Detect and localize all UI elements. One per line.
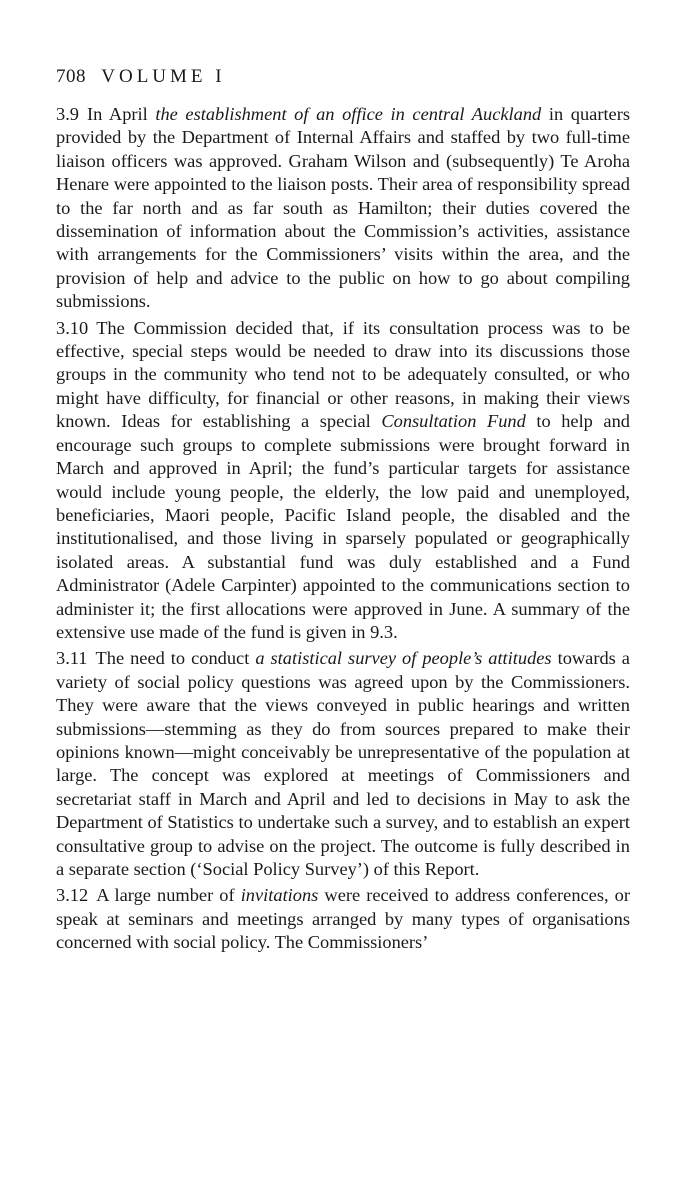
paragraph-3-10 xyxy=(56,317,630,645)
paragraph-3-11 xyxy=(56,647,630,881)
paragraph-3-9 xyxy=(56,103,630,314)
paragraph-3-12 xyxy=(56,884,630,954)
paragraph-number: 3.9 xyxy=(56,104,79,124)
paragraph-text: In April xyxy=(87,104,156,124)
paragraph-number: 3.10 xyxy=(56,317,89,338)
paragraph-number: 3.12 xyxy=(56,885,89,906)
paragraph-text: to help and encourage such groups to complete submissions were brought forward in March and approved in April; the fund’s particular targets for assistance would include young people, the elderly, the low paid and unemployed, beneficiaries, Maori people, Pacific Island people, the disabled and the institutionalised, and those living in sparsely populated or geographically isolated areas. A substantial fund was duly established and a Fund Administrator (Adele Carpinter) appointed to the communications section to administer it; the first allocations were approved in June. A summary of the extensive use made of the fund is given in 9.3. xyxy=(56,411,630,642)
paragraph-text: A large number of xyxy=(96,885,241,906)
document-page xyxy=(56,64,630,958)
paragraph-emphasis: Consultation Fund xyxy=(381,411,526,432)
page-number: 708 xyxy=(56,66,86,87)
paragraph-emphasis: invitations xyxy=(240,885,319,906)
paragraph-text: The need to conduct xyxy=(95,648,256,669)
paragraph-text: towards a variety of social policy questions was agreed upon by the Commissioners. They were aware that the views conveyed in public hearings and written submissions—stemming as they do from sources prepared to make their opinions known—might conceivably be unrepresentative of the population at large. The concept was explored at meetings of Commissioners and secretariat staff in March and April and led to decisions in May to ask the Department of Statistics to undertake such a survey, and to establish an expert consultative group to advise on the project. The outcome is fully described in a separate section (‘Social Policy Survey’) of this Report. xyxy=(56,648,630,879)
running-head xyxy=(56,64,630,90)
volume-title: VOLUME I xyxy=(101,66,226,87)
paragraph-emphasis: a statistical survey of people’s attitudes xyxy=(255,648,552,669)
paragraph-text: were received to address conferences, or speak at seminars and meetings arranged by many types of organisations concerned with social policy. The Commissioners’ xyxy=(56,885,630,953)
paragraph-text: The Commission decided that, if its consultation process was to be effective, special steps would be needed to draw into its discussions those groups in the community who tend not to be adequately consulted, or who might have difficulty, for financial or other reasons, in making their views known. Ideas for establishing a special xyxy=(56,317,630,432)
paragraph-number: 3.11 xyxy=(56,648,88,669)
paragraph-emphasis: the establishment of an office in central Auckland xyxy=(155,104,542,124)
paragraph-text: in quarters provided by the Department of Internal Affairs and staffed by two full-time liaison officers was approved. Graham Wilson and (subsequently) Te Aroha Henare were appointed to the liaison posts. Their area of responsibility spread to the far north and as far south as Hamilton; their duties covered the dissemination of information about the Commission’s activities, assistance with arrangements for the Commissioners’ visits within the area, and the provision of help and advice to the public on how to go about compiling submissions. xyxy=(56,104,630,312)
